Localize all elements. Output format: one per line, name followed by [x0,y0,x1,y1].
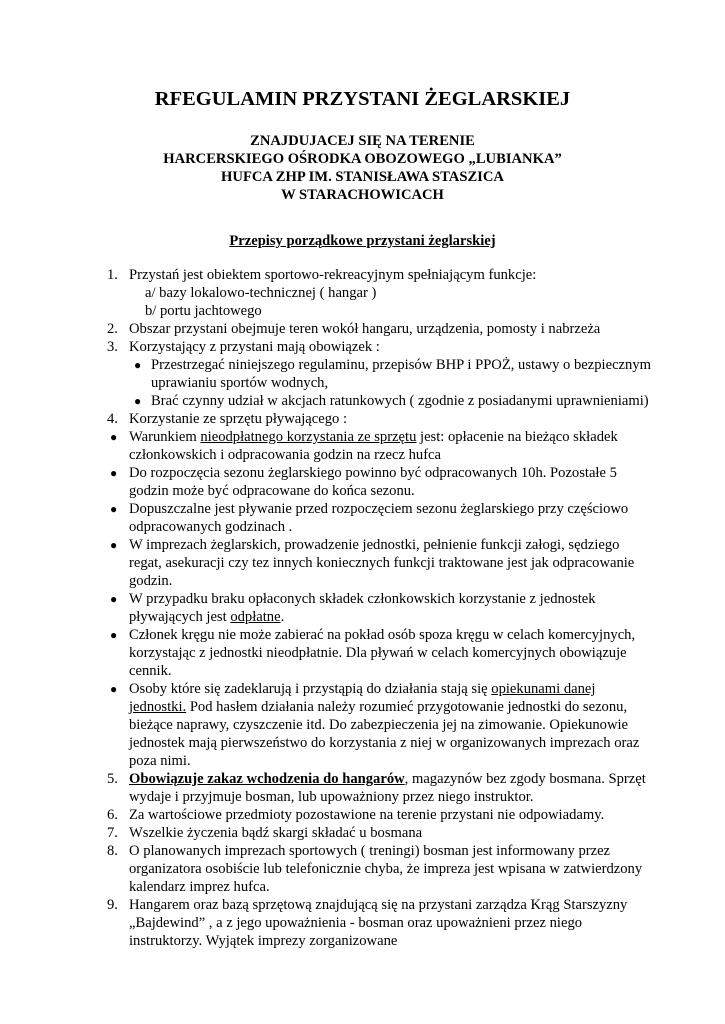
bullet-text: Członek kręgu nie może zabierać na pokład osób spoza kręgu w celach komercyjnych, korzystając z jednostki nieodpłatnie. Dla pływań w celach komercyjnych obowiązuje cennik. [129,627,636,679]
bullet-dot-icon: ● [110,682,118,696]
rule-item-1 [0,266,725,320]
subtitle-line: W STARACHOWICACH [281,187,444,203]
bullet-text [129,590,649,626]
rule-item-8 [0,842,725,896]
rule-item-2 [0,320,725,338]
underlined-phrase: odpłatne [230,609,281,625]
bullet-dot-icon: ● [110,466,118,480]
subtitle-line: ZNAJDUJACEJ SIĘ NA TERENIE [250,133,475,149]
rule-text: Obszar przystani obejmuje teren wokół hangaru, urządzenia, pomosty i nabrzeża [129,321,601,337]
rule-item-4 [0,410,725,428]
bullet-text [129,680,649,770]
document-title: RFEGULAMIN PRZYSTANI ŻEGLARSKIEJ [154,88,571,110]
bullet-dot-icon: ● [110,628,118,642]
bullet-text-part: Osoby które się zadeklarują i przystąpią do działania stają się [129,681,492,697]
rules-list [0,266,725,950]
bullet-item [0,590,725,626]
rule-item-3 [0,338,725,356]
bullet-text-part: Pod hasłem działania należy rozumieć przygotowanie jednostki do sezonu, bieżące naprawy, czyszczenie itd. Do zabezpieczenia jej na zimowanie. Opiekunowie jednostek mają pierwszeństwo do korzystania z niej w organizowanych imprezach oraz poza nimi. [129,699,640,769]
rule-text: O planowanych imprezach sportowych ( treningi) bosman jest informowany przez organizatora osobiście lub telefonicznie chyba, że impreza jest wpisana w zatwierdzony kalendarz imprez hufca. [129,843,643,895]
bullet-text: Do rozpoczęcia sezonu żeglarskiego powinno być odpracowanych 10h. Pozostałe 5 godzin może być odpracowane do końca sezonu. [129,465,617,499]
rule-item-6 [0,806,725,824]
bullet-item [0,680,725,770]
rule-number: 7. [107,825,118,841]
rule-text: Hangarem oraz bazą sprzętową znajdującą się na przystani zarządza Krąg Starszyzny „Bajdewind” , a z jego upoważnienia - bosman oraz upoważnieni przez niego instruktorzy. Wyjątek imprezy zorganizowane [129,897,628,949]
rule-number: 8. [107,843,118,859]
bullet-text: Dopuszczalne jest pływanie przed rozpoczęciem sezonu żeglarskiego przy częściowo odpracowanych godzinach . [129,501,629,535]
rule-number: 3. [107,339,118,355]
rule-number: 1. [107,267,118,283]
rule-text-part: , magazynów bez zgody bosmana. Sprzęt wydaje i przyjmuje bosman, lub upoważniony przez niego instruktor. [129,771,646,805]
bullet-text [129,428,649,464]
rule-text: Korzystający z przystani mają obowiązek : [129,339,380,355]
subtitle-line: HARCERSKIEGO OŚRODKA OBOZOWEGO „LUBIANKA” [163,151,562,167]
bullet-item [0,500,725,536]
bullet-text-part: Warunkiem [129,429,201,445]
bullet-text-part: jest: opłacenie na bieżąco składek członkowskich i odpracowania godzin na rzecz hufca [129,429,618,463]
subtitle-line: HUFCA ZHP IM. STANISŁAWA STASZICA [221,169,504,185]
bullet-text-part: W przypadku braku opłaconych składek członkowskich korzystanie z jednostek pływających jest [129,591,596,625]
bullet-dot-icon: ● [110,430,118,444]
bullet-dot-icon: ● [110,592,118,606]
bullet-item [0,464,725,500]
rule-text [129,770,649,806]
bullet-item [0,392,725,410]
rule-subitem: a/ bazy lokalowo-technicznej ( hangar ) [145,285,377,301]
bullet-item [0,626,725,680]
document-subtitle [0,132,725,204]
rule-number: 2. [107,321,118,337]
bullet-item [0,356,725,392]
bullet-item [0,536,725,590]
rule-number: 6. [107,807,118,823]
bullet-dot-icon: ● [134,358,142,372]
underlined-phrase: nieodpłatnego korzystania ze sprzętu [200,429,417,445]
bullet-dot-icon: ● [134,394,142,408]
bullet-text: W imprezach żeglarskich, prowadzenie jednostki, pełnienie funkcji załogi, sędziego regat, asekuracji czy tez innych koniecznych funkcji traktowane jest jak odpracowanie godzin. [129,537,635,589]
rule-text: Za wartościowe przedmioty pozostawione na terenie przystani nie odpowiadamy. [129,807,605,823]
rule-text: Korzystanie ze sprzętu pływającego : [129,411,348,427]
rule-text: Przystań jest obiektem sportowo-rekreacyjnym spełniającym funkcje: [129,267,537,283]
rule-number: 9. [107,897,118,913]
underlined-phrase: opiekunami danej jednostki. [129,681,596,715]
rule-number: 5. [107,771,118,787]
bullet-dot-icon: ● [110,538,118,552]
bullet-text-part: . [280,609,285,625]
bullet-dot-icon: ● [110,502,118,516]
rule-item-9 [0,896,725,950]
bullet-item [0,428,725,464]
section-heading: Przepisy porządkowe przystani żeglarskiej [229,233,496,249]
bullet-text: Brać czynny udział w akcjach ratunkowych ( zgodnie z posiadanymi uprawnieniami) [151,393,649,409]
rule-item-5 [0,770,725,806]
bold-underlined-phrase: Obowiązuje zakaz wchodzenia do hangarów [129,771,405,787]
rule-item-7 [0,824,725,842]
rule-text: Wszelkie życzenia bądź skargi składać u bosmana [129,825,423,841]
rule-number: 4. [107,411,118,427]
rule-subitem: b/ portu jachtowego [145,303,262,319]
bullet-text: Przestrzegać niniejszego regulaminu, przepisów BHP i PPOŻ, ustawy o bezpiecznym uprawianiu sportów wodnych, [151,357,651,391]
